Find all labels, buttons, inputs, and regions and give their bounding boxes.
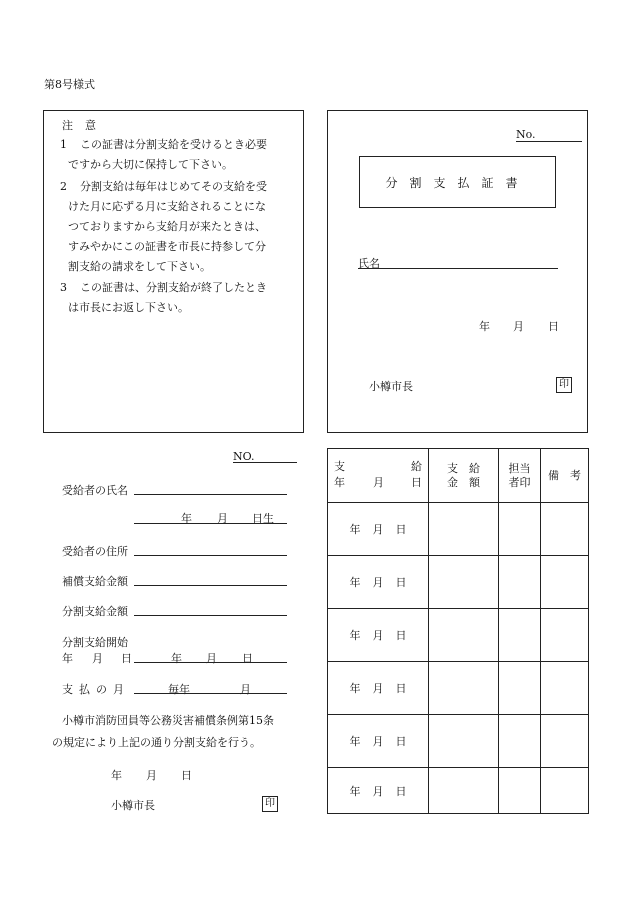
certificate-mayor: 小樽市長 <box>369 380 413 393</box>
header-amount-bottom: 金 額 <box>447 475 480 489</box>
table-row <box>328 715 589 768</box>
row-date-cell[interactable] <box>328 715 429 768</box>
payment-date-header <box>328 449 429 503</box>
application-date-year: 年 <box>111 769 122 782</box>
application-no-label: NO. <box>233 450 255 463</box>
row-amount-cell[interactable] <box>429 556 499 609</box>
row-amount-cell[interactable] <box>429 609 499 662</box>
row-day: 日 <box>395 784 407 798</box>
certificate-date-month: 月 <box>513 320 524 333</box>
note-number: 1 <box>60 138 67 151</box>
table-row <box>328 662 589 715</box>
ledger-header-row <box>328 449 589 503</box>
row-day: 日 <box>395 576 407 589</box>
row-year: 年 <box>349 735 361 748</box>
installment-amount-field[interactable] <box>134 615 287 616</box>
row-remarks-cell[interactable] <box>541 715 589 768</box>
row-amount-cell[interactable] <box>429 715 499 768</box>
note-line: けた月に応ずる月に支給されることにな <box>68 200 266 213</box>
note-number: 3 <box>60 281 67 294</box>
table-row <box>328 609 589 662</box>
row-year: 年 <box>349 523 361 536</box>
row-staff-cell[interactable] <box>499 662 541 715</box>
row-month: 月 <box>372 523 384 536</box>
note-number: 2 <box>60 180 67 193</box>
row-staff-cell[interactable] <box>499 556 541 609</box>
row-year: 年 <box>349 576 361 589</box>
birth-date-field[interactable] <box>134 523 287 524</box>
row-date-cell[interactable] <box>328 609 429 662</box>
payment-month-unit: 月 <box>240 683 251 696</box>
row-staff-cell[interactable] <box>499 609 541 662</box>
certificate-seal-icon: 印 <box>556 377 572 393</box>
note-line: 分割支給は毎年はじめてその支給を受 <box>80 180 267 193</box>
payment-month-field[interactable] <box>134 693 287 694</box>
birth-month: 月 <box>217 512 228 525</box>
row-amount-cell[interactable] <box>429 768 499 814</box>
payment-every-year: 毎年 <box>168 683 190 696</box>
form-number: 第8号様式 <box>44 78 95 91</box>
recipient-name-label: 受給者の氏名 <box>62 484 128 497</box>
header-pay-top-right: 給 <box>411 460 422 473</box>
certificate-date-day: 日 <box>548 320 559 333</box>
note-line: この証書は、分割支給が終了したとき <box>80 281 267 294</box>
remarks-header <box>541 449 589 503</box>
start-left-year: 年 <box>62 652 73 665</box>
recipient-address-label: 受給者の住所 <box>62 545 128 558</box>
start-left-day: 日 <box>121 652 132 665</box>
birth-day: 日生 <box>252 512 274 525</box>
row-staff-cell[interactable] <box>499 768 541 814</box>
certificate-no-label: No. <box>516 128 536 141</box>
row-month: 月 <box>372 576 384 589</box>
row-amount-cell[interactable] <box>429 662 499 715</box>
row-month: 月 <box>372 629 384 642</box>
start-left-month: 月 <box>92 652 103 665</box>
row-remarks-cell[interactable] <box>541 609 589 662</box>
row-amount-cell[interactable] <box>429 503 499 556</box>
recipient-address-field[interactable] <box>134 555 287 556</box>
compensation-amount-field[interactable] <box>134 585 287 586</box>
application-mayor: 小樽市長 <box>111 799 155 812</box>
recipient-name-field[interactable] <box>134 494 287 495</box>
header-pay-year: 年 <box>334 476 345 489</box>
row-remarks-cell[interactable] <box>541 556 589 609</box>
note-item-2 <box>60 177 292 277</box>
statement-line-2: の規定により上記の通り分割支給を行う。 <box>52 736 261 749</box>
row-date-cell[interactable] <box>328 662 429 715</box>
row-month: 月 <box>372 784 384 798</box>
row-staff-cell[interactable] <box>499 503 541 556</box>
row-day: 日 <box>395 682 407 695</box>
payment-month-label: 支払の月 <box>62 683 130 696</box>
header-staff-bottom: 者印 <box>508 475 531 489</box>
header-staff-top: 担当 <box>508 461 531 475</box>
certificate-name-label: 氏名 <box>358 257 380 270</box>
staff-seal-header <box>499 449 541 503</box>
birth-year: 年 <box>181 512 192 525</box>
installment-start-field[interactable] <box>134 662 287 663</box>
note-line: ですから大切に保持して下さい。 <box>68 158 233 171</box>
note-line: すみやかにこの証書を市長に持参して分 <box>68 240 266 253</box>
table-row <box>328 768 589 814</box>
application-no-field[interactable] <box>233 462 297 463</box>
header-pay-top-left: 支 <box>334 460 345 473</box>
payment-ledger-table <box>327 448 589 814</box>
row-date-cell[interactable] <box>328 503 429 556</box>
note-item-3 <box>60 278 292 318</box>
header-pay-day: 日 <box>411 476 422 489</box>
row-year: 年 <box>349 784 361 798</box>
row-year: 年 <box>349 629 361 642</box>
installment-start-label: 分割支給開始 <box>62 636 128 649</box>
row-remarks-cell[interactable] <box>541 768 589 814</box>
row-day: 日 <box>395 735 407 748</box>
row-month: 月 <box>372 682 384 695</box>
row-month: 月 <box>372 735 384 748</box>
row-day: 日 <box>395 629 407 642</box>
header-amount-top: 支 給 <box>447 461 480 475</box>
note-line: つておりますから支給月が来たときは、 <box>68 220 266 233</box>
note-line: この証書は分割支給を受けるとき必要 <box>80 138 267 151</box>
start-right-month: 月 <box>206 652 217 665</box>
row-day: 日 <box>395 523 407 536</box>
row-remarks-cell[interactable] <box>541 503 589 556</box>
notes-title: 注意 <box>62 119 108 132</box>
start-right-year: 年 <box>171 652 182 665</box>
row-staff-cell[interactable] <box>499 715 541 768</box>
header-remarks: 備 考 <box>548 468 581 482</box>
certificate-title: 分割支払証書 <box>359 156 556 208</box>
row-date-cell[interactable] <box>328 768 429 814</box>
row-date-cell[interactable] <box>328 556 429 609</box>
certificate-no-field[interactable] <box>516 141 582 142</box>
certificate-date-year: 年 <box>479 320 490 333</box>
table-row <box>328 556 589 609</box>
header-pay-month: 月 <box>373 476 384 489</box>
amount-header <box>429 449 499 503</box>
note-line: は市長にお返し下さい。 <box>68 301 189 314</box>
row-remarks-cell[interactable] <box>541 662 589 715</box>
application-date-month: 月 <box>146 769 157 782</box>
statement-line-1: 小樽市消防団員等公務災害補償条例第15条 <box>62 714 274 727</box>
application-date-day: 日 <box>181 769 192 782</box>
note-line: 割支給の請求をして下さい。 <box>68 260 211 273</box>
table-row <box>328 503 589 556</box>
certificate-name-field[interactable] <box>358 268 558 269</box>
compensation-amount-label: 補償支給金額 <box>62 575 128 588</box>
note-item-1 <box>60 135 292 175</box>
start-right-day: 日 <box>242 652 253 665</box>
row-year: 年 <box>349 682 361 695</box>
application-seal-icon: 印 <box>262 796 278 812</box>
installment-amount-label: 分割支給金額 <box>62 605 128 618</box>
